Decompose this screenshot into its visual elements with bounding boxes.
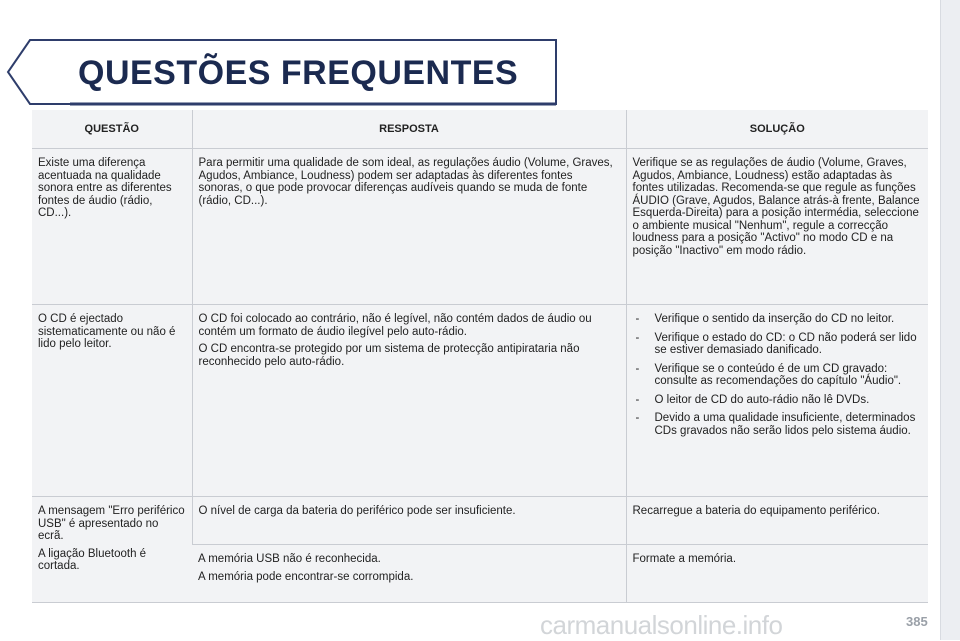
question-text: A mensagem "Erro periférico USB" é apresentado no ecrã.	[38, 505, 185, 542]
list-item: - Devido a uma qualidade insuficiente, determinados CDs gravados não serão lidos pelo sistema áudio.	[633, 412, 923, 437]
table-row	[32, 149, 928, 305]
column-header-answer: RESPOSTA	[192, 110, 626, 149]
question-text: A ligação Bluetooth é cortada.	[38, 547, 147, 572]
solution-cell	[626, 497, 928, 545]
table-header-row	[32, 110, 928, 149]
question-cell	[32, 497, 192, 603]
page-edge-strip	[940, 0, 960, 640]
table-row	[32, 305, 928, 497]
answer-cell	[192, 545, 626, 603]
list-item: - Verifique o estado do CD: o CD não poderá ser lido se estiver demasiado danificado.	[633, 332, 923, 357]
answer-text: O CD encontra-se protegido por um sistema de protecção antipirataria não reconhecido pelo auto-rádio.	[198, 343, 580, 368]
watermark: carmanualsonline.info	[540, 610, 783, 640]
faq-table	[32, 110, 928, 603]
solution-text: Verifique se as regulações de áudio (Volume, Graves, Agudos, Ambiance, Loudness) estão adaptadas às fontes utilizadas. Recomenda-se que regule as funções ÁUDIO (Grave, Agudos, Balance atrás-à frente, Balance Esquerda-Direita) para a posição intermédia, seleccione o ambiente musical "Nenhum", regule a correcção loudness para a posição "Activo" no modo CD e na posição "Inactivo" em modo rádio.	[632, 157, 920, 257]
list-item: - Verifique o sentido da inserção do CD no leitor.	[633, 313, 923, 326]
solution-list	[633, 313, 923, 437]
question-text: Existe uma diferença acentuada na qualidade sonora entre as diferentes fontes de áudio (rádio, CD...).	[38, 157, 172, 219]
answer-cell	[192, 497, 626, 545]
answer-text: O nível de carga da bateria do periférico pode ser insuficiente.	[198, 505, 516, 517]
question-cell	[32, 305, 192, 497]
list-item: - O leitor de CD do auto-rádio não lê DVDs.	[633, 394, 923, 407]
question-text: O CD é ejectado sistematicamente ou não é lido pelo leitor.	[38, 313, 176, 350]
list-item: - Verifique se o conteúdo é de um CD gravado: consulte as recomendações do capítulo "Áudio".	[633, 363, 923, 388]
solution-cell	[626, 305, 928, 497]
answer-text: A memória pode encontrar-se corrompida.	[198, 570, 414, 583]
column-header-solution: SOLUÇÃO	[626, 110, 928, 149]
answer-text: A memória USB não é reconhecida.	[198, 553, 381, 565]
table-row	[32, 497, 928, 545]
page-title: QUESTÕES FREQUENTES	[78, 54, 519, 92]
page-number: 385	[906, 614, 928, 629]
answer-cell	[192, 305, 626, 497]
solution-cell	[626, 149, 928, 305]
question-cell	[32, 149, 192, 305]
solution-text: Recarregue a bateria do equipamento periférico.	[632, 505, 880, 517]
solution-cell	[626, 545, 928, 603]
column-header-question: QUESTÃO	[32, 110, 192, 149]
solution-text: Formate a memória.	[632, 553, 737, 565]
answer-cell	[192, 149, 626, 305]
answer-text: O CD foi colocado ao contrário, não é legível, não contém dados de áudio ou contém um formato de áudio ilegível pelo auto-rádio.	[198, 313, 592, 338]
answer-text: Para permitir uma qualidade de som ideal, as regulações áudio (Volume, Graves, Agudos, Ambiance, Loudness) podem ser adaptadas às diferentes fontes sonoras, o que pode provocar diferenças audíveis quando se muda de fonte (rádio, CD...).	[198, 157, 613, 207]
